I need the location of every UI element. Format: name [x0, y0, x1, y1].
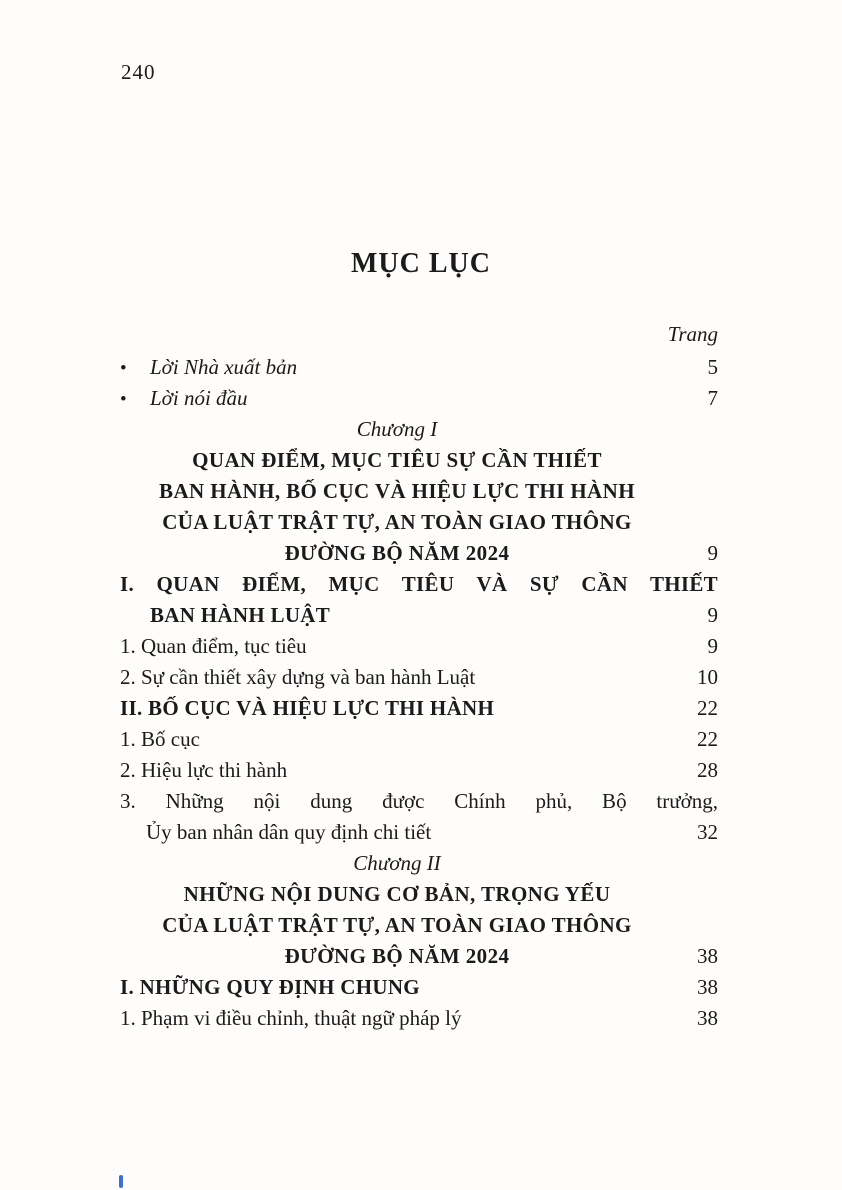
- toc-page-number: 10: [697, 665, 718, 689]
- bullet-icon: •: [120, 358, 127, 379]
- toc-page-number: 38: [697, 944, 718, 968]
- toc-entry-text: NHỮNG NỘI DUNG CƠ BẢN, TRỌNG YẾU: [183, 882, 611, 906]
- toc-subsection-entry: [120, 1003, 718, 1034]
- toc-entry-text: I. NHỮNG QUY ĐỊNH CHUNG: [120, 975, 420, 999]
- toc-page-number: 38: [697, 1006, 718, 1030]
- toc-entry-text: Ủy ban nhân dân quy định chi tiết: [146, 820, 432, 844]
- toc-entry-text: ĐƯỜNG BỘ NĂM 2024: [284, 541, 510, 565]
- toc-subsection-entry-line: [120, 786, 718, 817]
- toc-entry-text: 1. Bố cục: [120, 727, 200, 751]
- toc-page-number: 32: [697, 820, 718, 844]
- toc-entry-text: CỦA LUẬT TRẬT TỰ, AN TOÀN GIAO THÔNG: [162, 510, 632, 534]
- toc-entry-text: Lời Nhà xuất bản: [150, 355, 298, 379]
- toc-entry-front-matter: [120, 352, 718, 383]
- toc-section-heading-line: [120, 569, 718, 600]
- toc-entry-text: II. BỐ CỤC VÀ HIỆU LỰC THI HÀNH: [120, 696, 495, 720]
- toc-entry-text: BAN HÀNH LUẬT: [150, 603, 331, 627]
- toc-section-heading-line: [120, 972, 718, 1003]
- toc-chapter-title-line: [120, 910, 718, 941]
- toc-page-number: 9: [707, 541, 718, 565]
- toc-chapter-title-line: [120, 507, 718, 538]
- toc-entry-text: I. QUAN ĐIỂM, MỤC TIÊU VÀ SỰ CẦN THIẾT: [120, 572, 718, 596]
- toc-entry-text: 2. Sự cần thiết xây dựng và ban hành Luật: [120, 665, 476, 689]
- toc-page-number: 28: [697, 758, 718, 782]
- toc-list: [120, 352, 718, 1034]
- toc-subsection-entry-line: [120, 817, 718, 848]
- toc-chapter-title-line: [120, 445, 718, 476]
- toc-page-number: 22: [697, 727, 718, 751]
- toc-entry-text: 1. Phạm vi điều chỉnh, thuật ngữ pháp lý: [120, 1006, 462, 1030]
- toc-page-number: 9: [707, 603, 718, 627]
- toc-title: MỤC LỤC: [351, 248, 491, 279]
- toc-entry-text: 3. Những nội dung được Chính phủ, Bộ trưởng,: [120, 789, 718, 813]
- toc-subsection-entry: [120, 755, 718, 786]
- page-column-header: Trang: [667, 322, 718, 346]
- page-folio: 240: [121, 60, 156, 84]
- scan-artifact-mark: [119, 1175, 123, 1188]
- toc-entry-text: QUAN ĐIỂM, MỤC TIÊU SỰ CẦN THIẾT: [192, 448, 602, 472]
- toc-chapter-title-line: [120, 538, 718, 569]
- toc-entry-text: 1. Quan điểm, tục tiêu: [120, 634, 307, 658]
- toc-entry-text: Lời nói đầu: [150, 386, 248, 410]
- toc-chapter-label: [120, 414, 718, 445]
- toc-chapter-title-line: [120, 476, 718, 507]
- toc-chapter-label: [120, 848, 718, 879]
- toc-page-number: 5: [707, 355, 718, 379]
- toc-entry-text: Chương II: [353, 851, 441, 875]
- toc-page-number: 7: [707, 386, 718, 410]
- toc-entry-front-matter: [120, 383, 718, 414]
- toc-chapter-title-line: [120, 941, 718, 972]
- toc-section-heading-line: [120, 693, 718, 724]
- toc-entry-text: CỦA LUẬT TRẬT TỰ, AN TOÀN GIAO THÔNG: [162, 913, 632, 937]
- toc-subsection-entry: [120, 631, 718, 662]
- toc-page-number: 22: [697, 696, 718, 720]
- toc-page-number: 9: [707, 634, 718, 658]
- toc-section-heading-line: [120, 600, 718, 631]
- toc-entry-text: Chương I: [356, 417, 438, 441]
- toc-subsection-entry: [120, 724, 718, 755]
- toc-entry-text: ĐƯỜNG BỘ NĂM 2024: [284, 944, 510, 968]
- toc-entry-text: BAN HÀNH, BỐ CỤC VÀ HIỆU LỰC THI HÀNH: [159, 479, 635, 503]
- toc-subsection-entry: [120, 662, 718, 693]
- toc-entry-text: 2. Hiệu lực thi hành: [120, 758, 288, 782]
- bullet-icon: •: [120, 389, 127, 410]
- toc-page-number: 38: [697, 975, 718, 999]
- toc-chapter-title-line: [120, 879, 718, 910]
